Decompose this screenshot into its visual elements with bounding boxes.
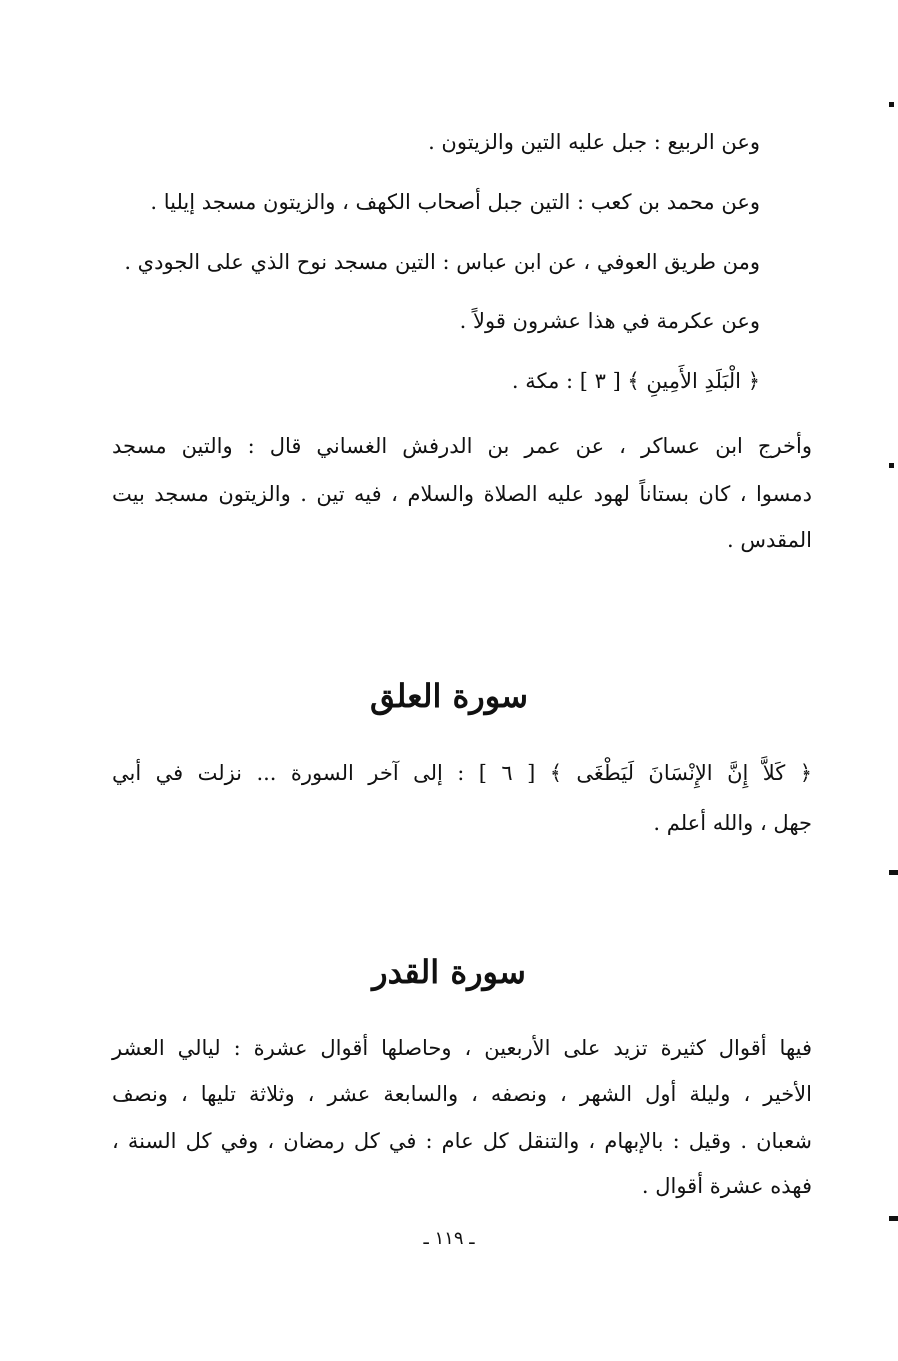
text-line-awfi: ومن طريق العوفي ، عن ابن عباس : التين مسجد نوح الذي على الجودي .	[124, 250, 760, 274]
paragraph-qadr-line-4: فهذه عشرة أقوال .	[641, 1174, 812, 1198]
paragraph-ibn-asakir-line-2: دمسوا ، كان بستاناً لهود عليه الصلاة والسلام ، فيه تين . والزيتون مسجد بيت	[112, 482, 812, 506]
text-line-muhammad-ibn-kab: وعن محمد بن كعب : التين جبل أصحاب الكهف ، والزيتون مسجد إيليا .	[150, 190, 760, 214]
scan-edge-mark	[889, 870, 898, 875]
paragraph-qadr-line-3: شعبان . وقيل : بالإبهام ، والتنقل كل عام : في كل رمضان ، وفي كل السنة ،	[112, 1129, 812, 1153]
scan-edge-mark	[889, 1216, 898, 1221]
scan-edge-mark	[889, 463, 894, 468]
text-line-rabi: وعن الربيع : جبل عليه التين والزيتون .	[428, 130, 760, 154]
page-number: ـ ١١٩ ـ	[423, 1228, 475, 1249]
paragraph-ibn-asakir-line-3: المقدس .	[726, 528, 812, 552]
text-line-ikrima: وعن عكرمة في هذا عشرون قولاً .	[459, 309, 760, 333]
paragraph-alaq-line-2: جهل ، والله أعلم .	[653, 811, 812, 835]
surah-alaq-heading: سورة العلق	[369, 677, 529, 715]
scan-edge-mark	[889, 102, 894, 107]
paragraph-qadr-line-1: فيها أقوال كثيرة تزيد على الأربعين ، وحاصلها أقوال عشرة : ليالي العشر	[112, 1036, 812, 1060]
quran-verse-balad: ﴿ الْبَلَدِ الأَمِينِ ﴾ [ ٣ ] : مكة .	[511, 369, 760, 393]
surah-qadr-heading: سورة القدر	[372, 953, 526, 991]
paragraph-qadr-line-2: الأخير ، وليلة أول الشهر ، ونصفه ، والسابعة عشر ، وثلاثة تليها ، ونصف	[112, 1082, 812, 1106]
paragraph-ibn-asakir-line-1: وأخرج ابن عساكر ، عن عمر بن الدرفش الغساني قال : والتين مسجد	[112, 434, 812, 458]
paragraph-alaq-line-1: ﴿ كَلاَّ إِنَّ الإِنْسَانَ لَيَطْغَى ﴾ [ ٦ ] : إلى آخر السورة ... نزلت في أبي	[112, 761, 812, 785]
